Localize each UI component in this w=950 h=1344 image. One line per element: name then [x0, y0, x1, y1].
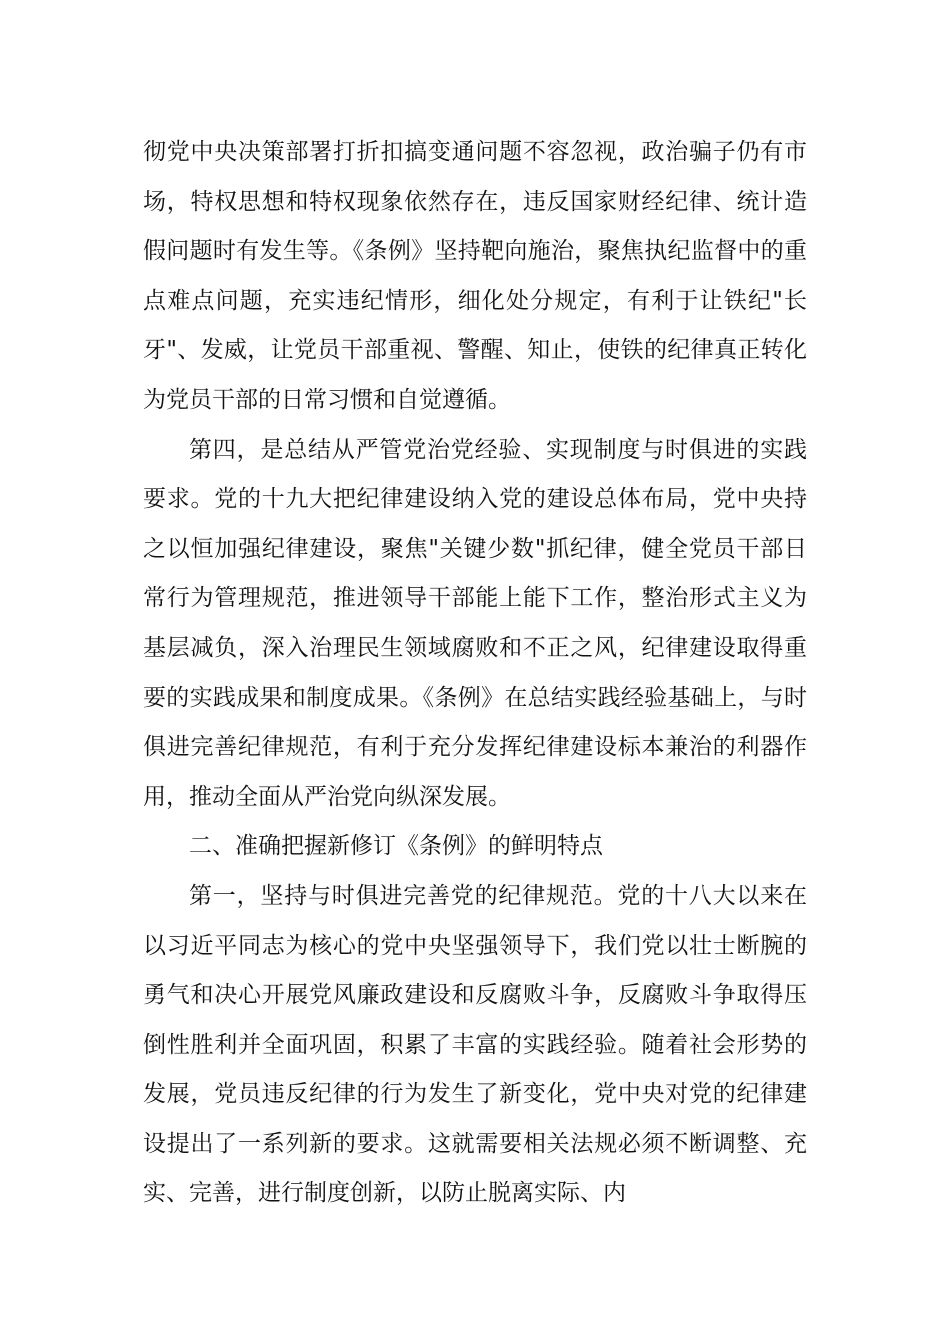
section-heading: 二、准确把握新修订《条例》的鲜明特点 [189, 833, 603, 860]
paragraph-first-feature: 第一，坚持与时俱进完善党的纪律规范。党的十八大以来在以习近平同志为核心的党中央坚强领导下，我们党以壮士断腕的勇气和决心开展党风廉政建设和反腐败斗争，反腐败斗争取得压倒性胜利并全面巩固，积累了丰富的实践经验。随着社会形势的发展，党员违反纪律的行为发生了新变化，党中央对党的纪律建设提出了一系列新的要求。这就需要相关法规必须不断调整、充实、完善，进行制度创新，以防止脱离实际、内 [143, 882, 807, 1207]
document-body [143, 128, 807, 1219]
paragraph-fourth-point: 第四，是总结从严管党治党经验、实现制度与时俱进的实践要求。党的十九大把纪律建设纳入党的建设总体布局，党中央持之以恒加强纪律建设，聚焦"关键少数"抓纪律，健全党员干部日常行为管理规范，推进领导干部能上能下工作，整治形式主义为基层减负，深入治理民生领域腐败和不正之风，纪律建设取得重要的实践成果和制度成果。《条例》在总结实践经验基础上，与时俱进完善纪律规范，有利于充分发挥纪律建设标本兼治的利器作用，推动全面从严治党向纵深发展。 [143, 436, 807, 810]
paragraph-continuation: 彻党中央决策部署打折扣搞变通问题不容忽视，政治骗子仍有市场，特权思想和特权现象依然存在，违反国家财经纪律、统计造假问题时有发生等。《条例》坚持靶向施治，聚焦执纪监督中的重点难点问题，充实违纪情形，细化处分规定，有利于让铁纪"长牙"、发威，让党员干部重视、警醒、知止，使铁的纪律真正转化为党员干部的日常习惯和自觉遵循。 [143, 139, 807, 413]
